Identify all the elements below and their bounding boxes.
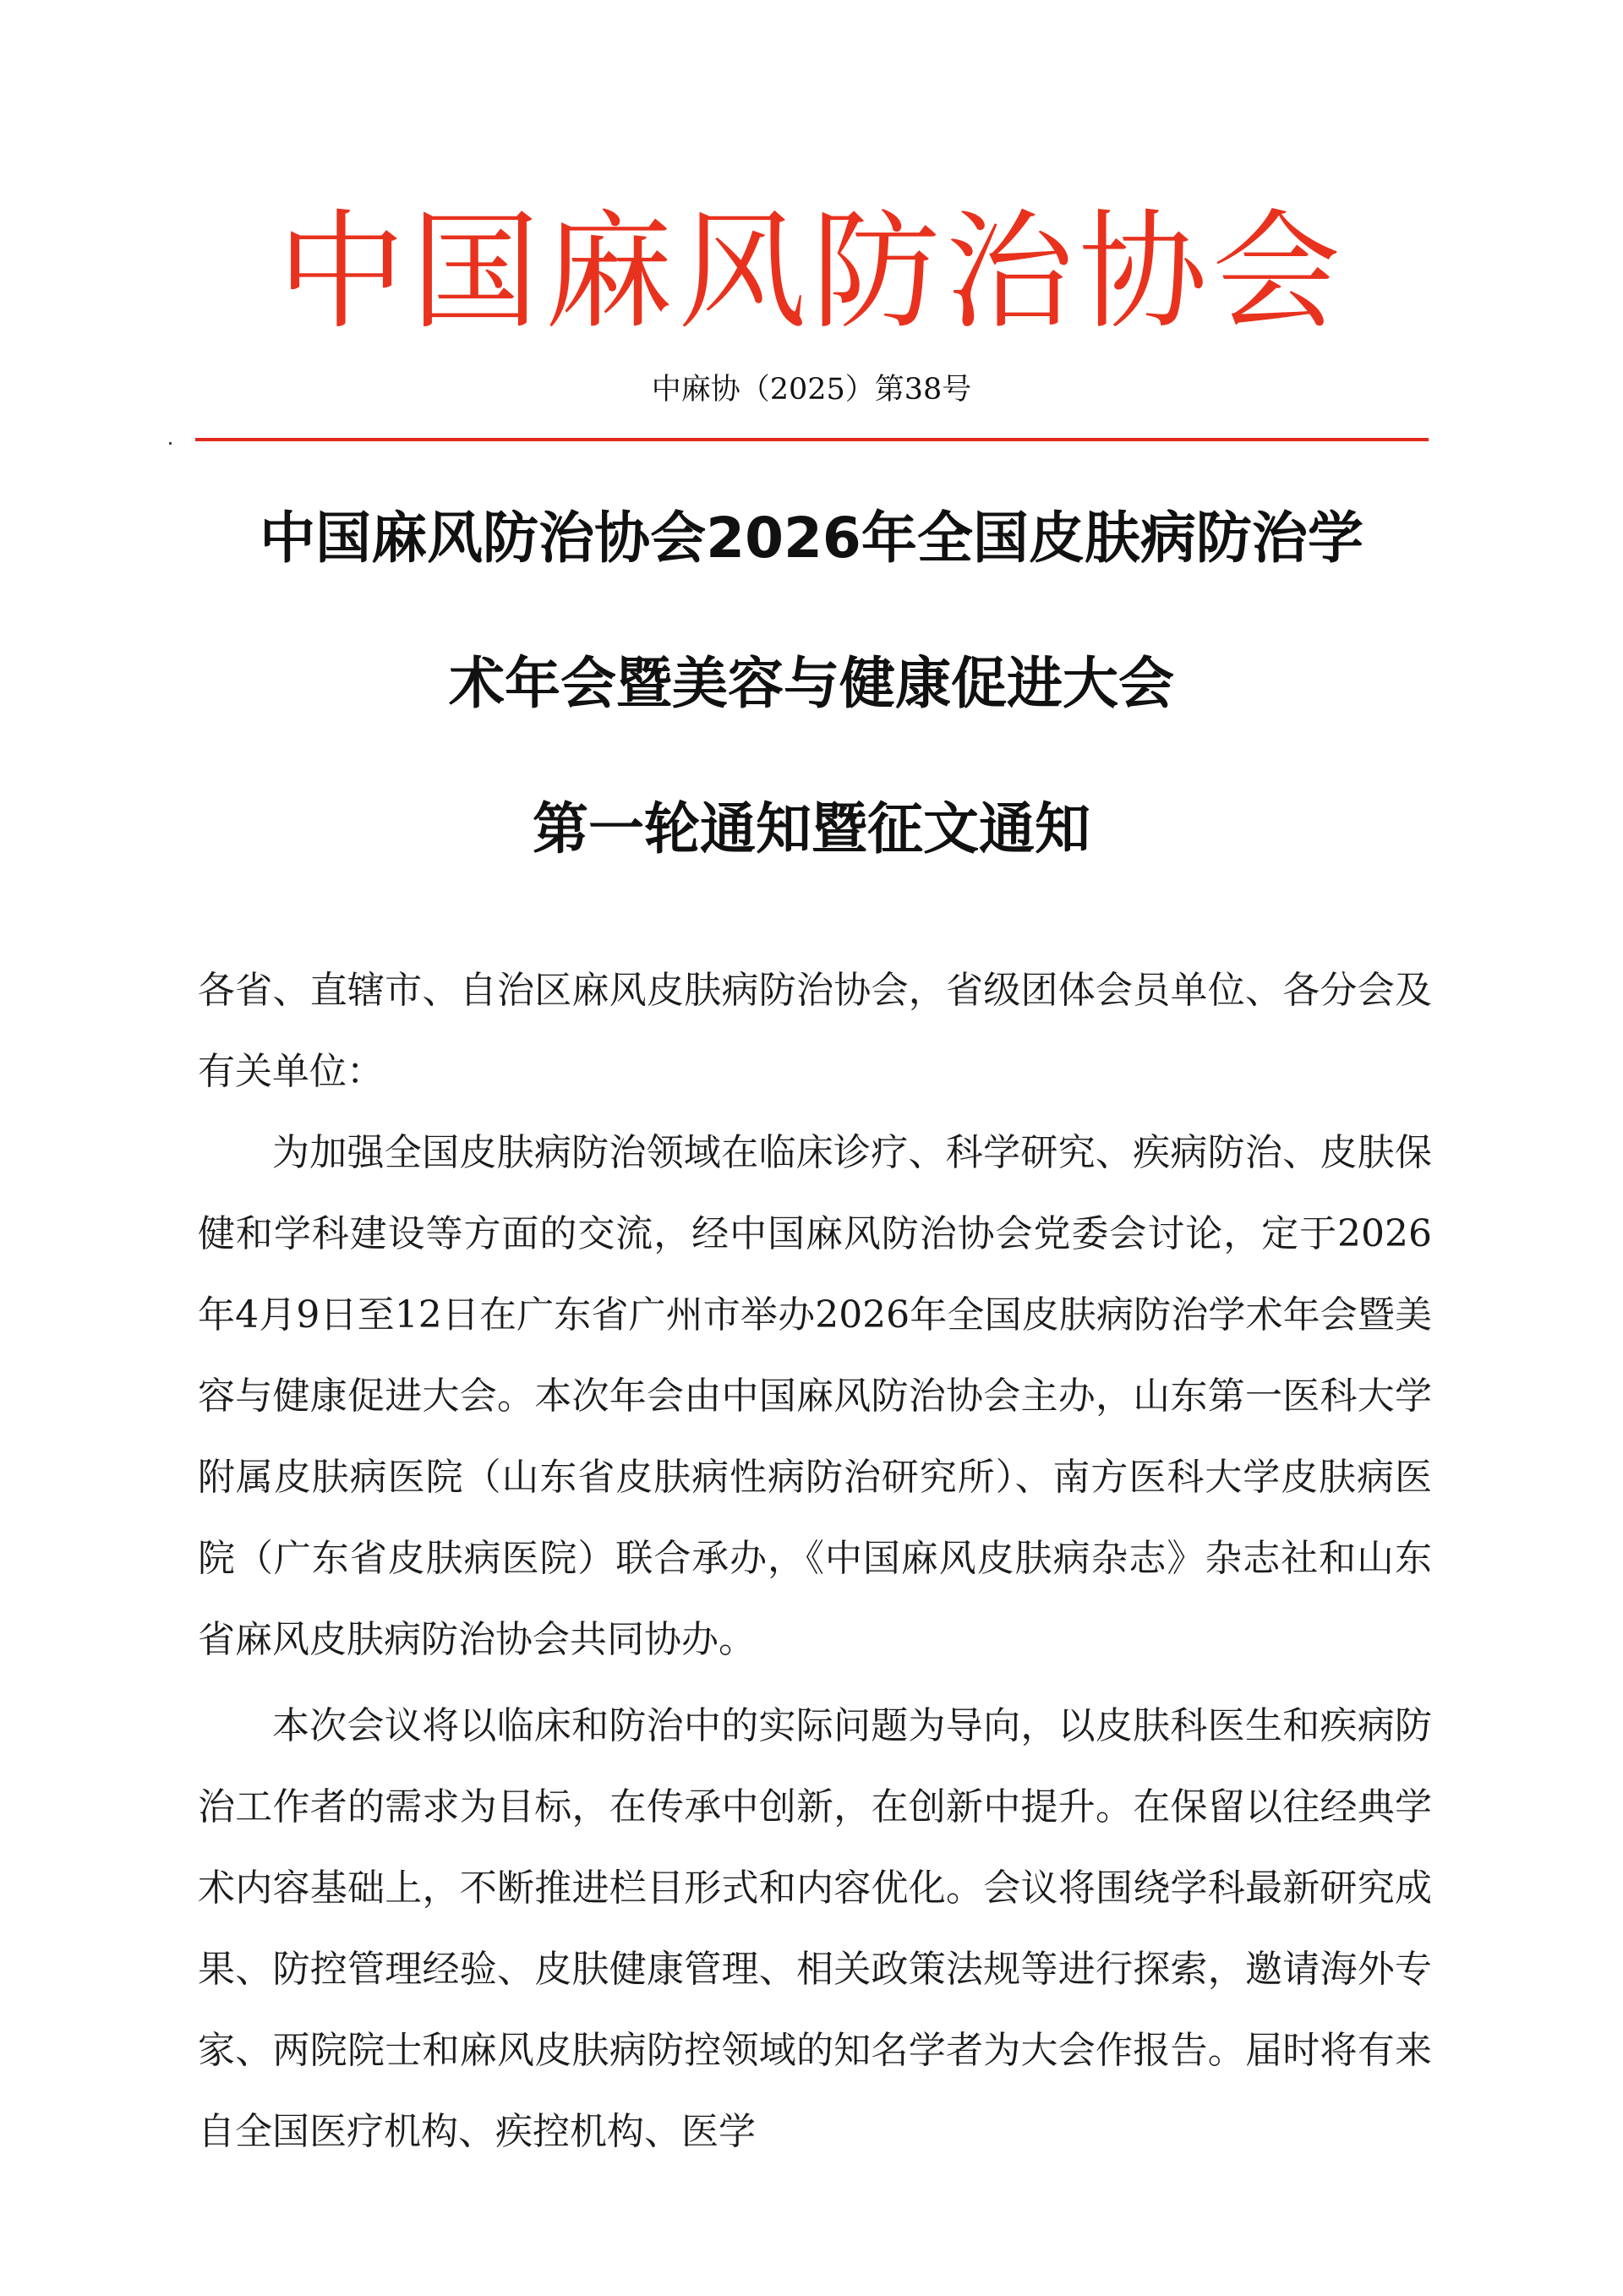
organization-header: 中国麻风防治协会: [277, 197, 1346, 347]
red-divider-rule: [195, 438, 1429, 441]
salutation: 各省、直辖市、自治区麻风皮肤病防治协会，省级团体会员单位、各分会及有关单位：: [198, 969, 1432, 1093]
stray-dot: [169, 442, 172, 445]
body-paragraph-2: 本次会议将以临床和防治中的实际问题为导向，以皮肤科医生和疾病防治工作者的需求为目标，在传承中创新，在创新中提升。在保留以往经典学术内容基础上，不断推进栏目形式和内容优化。会议将围绕学科最新研究成果、防控管理经验、皮肤健康管理、相关政策法规等进行探索，邀请海外专家、两院院士和麻风皮肤病防控领域的知名学者为大会作报告。届时将有来自全国医疗机构、疾控机构、医学: [198, 1704, 1432, 2153]
body-paragraph-1: 为加强全国皮肤病防治领域在临床诊疗、科学研究、疾病防治、皮肤保健和学科建设等方面的交流，经中国麻风防治协会党委会讨论，定于2026年4月9日至12日在广东省广州市举办2026年全国皮肤病防治学术年会暨美容与健康促进大会。本次年会由中国麻风防治协会主办，山东第一医科大学附属皮肤病医院（山东省皮肤病性病防治研究所）、南方医科大学皮肤病医院（广东省皮肤病医院）联合承办，《中国麻风皮肤病杂志》杂志社和山东省麻风皮肤病防治协会共同协办。: [198, 1131, 1432, 1661]
document-body: [198, 950, 1432, 2173]
title-line-3: 第一轮通知暨征文通知: [533, 796, 1090, 861]
title-line-2: 术年会暨美容与健康促进大会: [449, 651, 1174, 716]
title-line-1: 中国麻风防治协会2026年全国皮肤病防治学: [260, 506, 1363, 571]
document-title: [135, 499, 1488, 869]
document-number: 中麻协（2025）第38号: [651, 373, 972, 407]
